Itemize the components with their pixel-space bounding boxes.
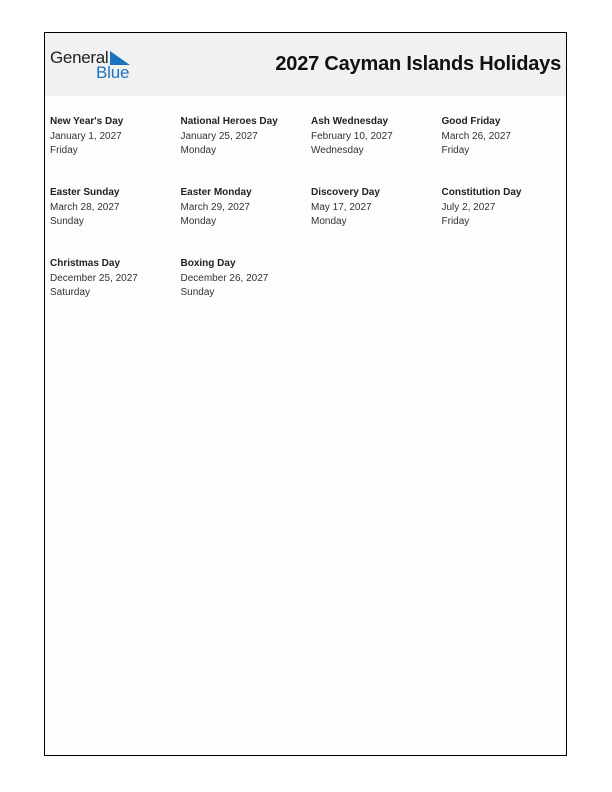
logo-text-blue: Blue	[96, 63, 130, 82]
page-frame	[44, 32, 567, 756]
holiday-date: March 26, 2027	[441, 130, 511, 142]
brand-logo	[50, 48, 140, 84]
holiday-item	[50, 186, 181, 257]
holiday-item	[442, 115, 570, 186]
holiday-weekday: Monday	[311, 216, 347, 227]
holiday-name: Easter Sunday	[50, 187, 120, 198]
holiday-item	[181, 186, 312, 257]
holiday-name: Constitution Day	[441, 187, 522, 198]
holiday-date: January 1, 2027	[50, 130, 122, 142]
logo-text-general: General	[50, 48, 109, 67]
holiday-date: May 17, 2027	[311, 201, 372, 213]
holiday-name: Easter Monday	[180, 187, 252, 198]
holiday-list	[50, 115, 570, 328]
holiday-item	[181, 257, 312, 328]
holiday-weekday: Friday	[441, 216, 470, 227]
holiday-item	[442, 186, 570, 257]
holiday-date: February 10, 2027	[311, 130, 393, 142]
holiday-weekday: Saturday	[50, 287, 91, 298]
holiday-weekday: Monday	[180, 145, 217, 156]
holiday-name: Ash Wednesday	[311, 116, 389, 127]
page-title: 2027 Cayman Islands Holidays	[275, 53, 561, 75]
holiday-date: March 29, 2027	[180, 201, 250, 213]
holiday-name: New Year's Day	[50, 116, 124, 127]
holiday-date: March 28, 2027	[50, 201, 120, 213]
holiday-item	[311, 115, 442, 186]
holiday-item	[50, 257, 181, 328]
holiday-name: Discovery Day	[311, 187, 380, 198]
holiday-weekday: Friday	[50, 145, 78, 156]
holiday-date: December 25, 2027	[50, 272, 138, 284]
holiday-name: Boxing Day	[180, 258, 236, 269]
holiday-date: December 26, 2027	[180, 272, 269, 284]
holiday-weekday: Sunday	[50, 216, 84, 227]
holiday-date: January 25, 2027	[180, 130, 258, 142]
holiday-weekday: Friday	[441, 145, 470, 156]
holiday-name: National Heroes Day	[180, 116, 278, 127]
holiday-weekday: Sunday	[180, 287, 215, 298]
holiday-weekday: Wednesday	[311, 145, 364, 156]
holiday-date: July 2, 2027	[441, 201, 496, 213]
holiday-weekday: Monday	[180, 216, 217, 227]
holiday-item	[311, 186, 442, 257]
holiday-name: Good Friday	[441, 116, 501, 127]
header	[45, 33, 566, 96]
holiday-item	[50, 115, 181, 186]
holiday-name: Christmas Day	[50, 258, 121, 269]
holiday-item	[181, 115, 312, 186]
